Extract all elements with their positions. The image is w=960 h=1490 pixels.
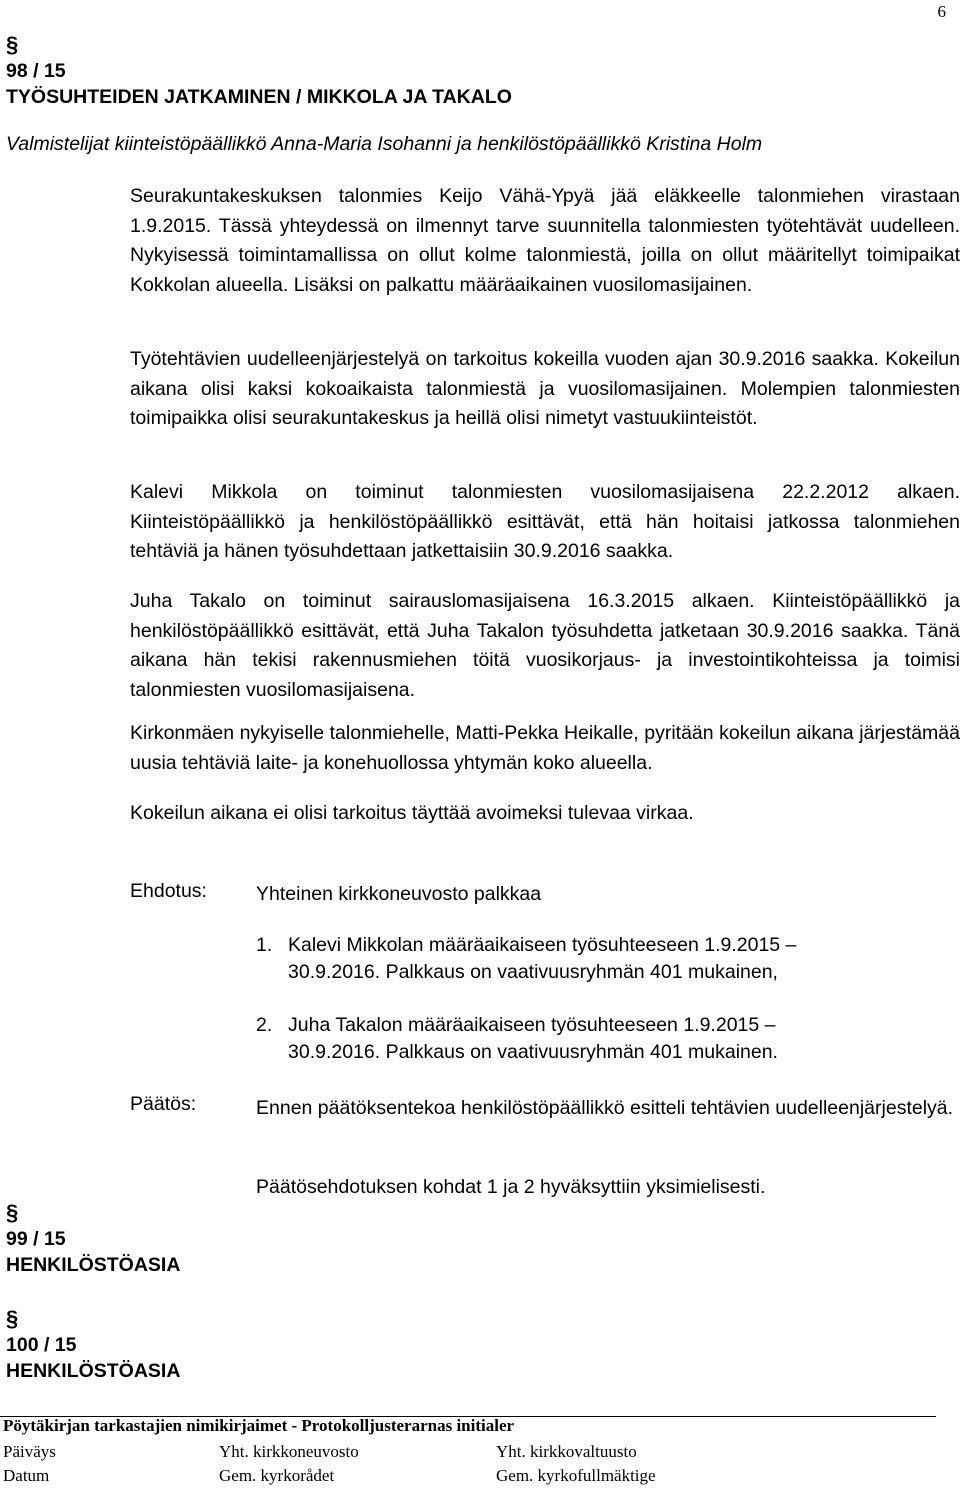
footer-date-label: Päiväys — [3, 1442, 56, 1461]
section-100-heading — [6, 1308, 180, 1384]
section-number: 98 / 15 — [6, 60, 66, 82]
proposal-item-1 — [256, 932, 960, 985]
footer-board-label: Gem. kyrkorådet — [219, 1466, 335, 1485]
section-99-heading — [6, 1202, 180, 1278]
item-line-1: Kalevi Mikkolan määräaikaiseen työsuhteeseen 1.9.2015 – — [288, 934, 797, 956]
section-98-heading — [6, 34, 512, 110]
section-sign: § — [6, 32, 19, 57]
footer-title: Pöytäkirjan tarkastajien nimikirjaimet - Protokolljusterarnas initialer — [3, 1416, 515, 1435]
item-line-2: 30.9.2016. Palkkaus on vaativuusryhmän 401 mukainen. — [288, 1040, 778, 1063]
item-line-2: 30.9.2016. Palkkaus on vaativuusryhmän 401 mukainen, — [288, 960, 778, 983]
paragraph-1: Seurakuntakeskuksen talonmies Keijo Vähä-Ypyä jää eläkkeelle talonmiehen virastaan 1.9.2015. Tässä yhteydessä on ilmennyt tarve suunnitella talonmiesten työtehtävät uudelleen. Nykyisessä toimintamallissa on ollut kolme talonmiestä, joilla on ollut määritellyt toimipaikat Kokkolan alueella. Lisäksi on palkattu määräaikainen vuosilomasijainen. — [130, 185, 960, 296]
proposal-text: Yhteinen kirkkoneuvosto palkkaa — [256, 883, 542, 905]
footer-council-label: Gem. kyrkofullmäktige — [496, 1466, 656, 1485]
paragraph-4: Juha Takalo on toiminut sairauslomasijaisena 16.3.2015 alkaen. Kiinteistöpäällikkö ja henkilöstöpäällikkö esittävät, että Juha Takalon työsuhdetta jatketaan 30.9.2016 saakka. Tänä aikana hän tekisi rakennusmiehen töitä vuosikorjaus- ja investointikohteissa ja toimisi talonmiesten vuosilomasijaisena. — [130, 590, 960, 701]
footer-council-label: Yht. kirkkovaltuusto — [496, 1442, 637, 1461]
decision-label: Päätös: — [130, 1093, 197, 1115]
section-number: 100 / 15 — [6, 1334, 77, 1356]
paragraph-2: Työtehtävien uudelleenjärjestelyä on tarkoitus kokeilla vuoden ajan 30.9.2016 saakka. Kokeilun aikana olisi kaksi kokoaikaista talonmiestä ja vuosilomasijainen. Molempien talonmiesten toimipaikka olisi seurakuntakeskus ja heillä olisi nimetyt vastuukiinteistöt. — [130, 348, 960, 429]
footer-date-label: Datum — [3, 1466, 50, 1485]
paragraph-5: Kirkonmäen nykyiselle talonmiehelle, Matti-Pekka Heikalle, pyritään kokeilun aikana järjestämää uusia tehtäviä laite- ja konehuollossa yhtymän koko alueella. — [130, 722, 960, 774]
section-title: HENKILÖSTÖASIA — [6, 1360, 181, 1382]
item-number: 1. — [256, 934, 273, 956]
section-sign: § — [6, 1306, 19, 1331]
section-sign: § — [6, 1200, 19, 1225]
section-title: HENKILÖSTÖASIA — [6, 1254, 181, 1276]
preparers-line: Valmistelijat kiinteistöpäällikkö Anna-Maria Isohanni ja henkilöstöpäällikkö Kristina Holm — [6, 133, 763, 155]
footer-row-finnish — [3, 1442, 637, 1462]
paragraph-3: Kalevi Mikkola on toiminut talonmiesten vuosilomasijaisena 22.2.2012 alkaen. Kiinteistöpäällikkö ja henkilöstöpäällikkö esittävät, että hän hoitaisi jatkossa talonmiehen tehtäviä ja hänen työsuhdettaan jatkettaisiin 30.9.2016 saakka. — [130, 481, 960, 562]
decision-result: Päätösehdotuksen kohdat 1 ja 2 hyväksyttiin yksimielisesti. — [256, 1176, 766, 1198]
decision-text: Ennen päätöksentekoa henkilöstöpäällikkö esitteli tehtävien uudelleenjärjestelyä. — [256, 1097, 954, 1119]
proposal-label: Ehdotus: — [130, 880, 207, 902]
section-number: 99 / 15 — [6, 1228, 66, 1250]
item-line-1: Juha Takalon määräaikaiseen työsuhteeseen 1.9.2015 – — [288, 1014, 776, 1036]
item-number: 2. — [256, 1014, 273, 1036]
footer-row-swedish — [3, 1466, 656, 1486]
footer-board-label: Yht. kirkkoneuvosto — [219, 1442, 359, 1461]
section-title: TYÖSUHTEIDEN JATKAMINEN / MIKKOLA JA TAKALO — [6, 86, 512, 108]
proposal-item-2 — [256, 1012, 960, 1065]
page-number: 6 — [937, 2, 946, 21]
paragraph-6: Kokeilun aikana ei olisi tarkoitus täyttää avoimeksi tulevaa virkaa. — [130, 802, 694, 824]
